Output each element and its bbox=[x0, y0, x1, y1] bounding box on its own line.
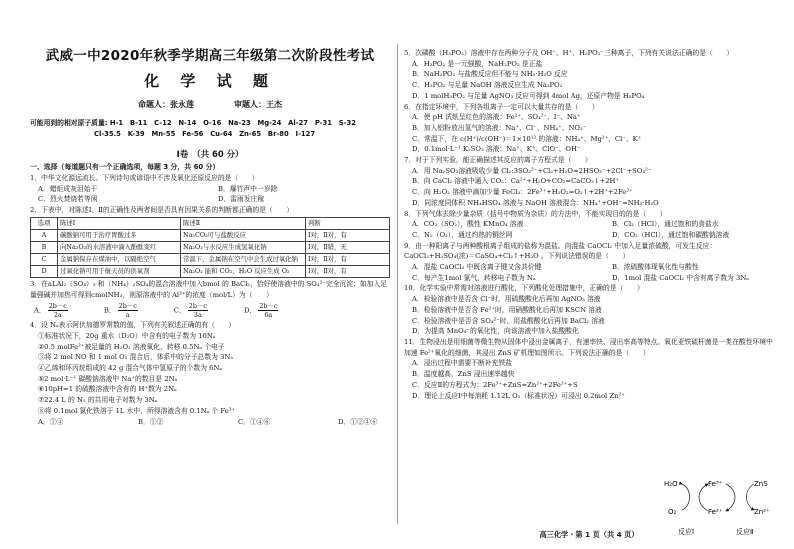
denominator: 6a bbox=[264, 310, 273, 319]
option-c: C．烈火焚烧若等闲 bbox=[38, 195, 98, 204]
table-cell: C bbox=[31, 253, 58, 265]
table-header-row bbox=[31, 217, 390, 229]
option-a: A．使 pH 试纸呈红色的溶液：Fe²⁺、SO₄²⁻、I⁻、Na⁺ bbox=[412, 113, 581, 122]
table-header: 陈述Ⅱ bbox=[181, 217, 306, 229]
table-cell: B bbox=[31, 241, 58, 253]
numerator: 2b－c bbox=[118, 301, 137, 310]
option-d bbox=[244, 302, 280, 319]
question-3 bbox=[30, 279, 390, 320]
zn2-label: Zn²⁺ bbox=[754, 508, 770, 516]
option-c: C．向 H₂O₂ 溶液中滴加少量 FeCl₃：2Fe³⁺+H₂O₂=O₂↑+2H⁺+2Fe²⁺ bbox=[412, 188, 633, 197]
question-8 bbox=[404, 209, 774, 241]
options-row bbox=[30, 184, 390, 195]
o2-label: O₂ bbox=[668, 508, 677, 516]
reviewer-label: 审题人：王杰 bbox=[234, 100, 282, 109]
option-a: A．用 Na₂SO₃溶液吸收少量 Cl₂:3SO₃²⁻+Cl₂+H₂O=2HSO₃⁻+2Cl⁻+SO₄²⁻ bbox=[412, 166, 652, 175]
fe2-label: Fe²⁺ bbox=[708, 508, 723, 516]
zns-label: ZnS bbox=[754, 480, 768, 488]
option-d: D．CO₂（HCl），通过饱和碳酸钠溶液 bbox=[612, 230, 730, 239]
option-label: C． bbox=[173, 306, 186, 315]
options-row bbox=[404, 230, 774, 241]
page-footer: 高三化学・第 1 页（共 4 页） bbox=[539, 530, 639, 539]
statement-item: ②0.5 molFe²⁺被足量的 H₂O₂ 溶液氧化，转移 0.5Nₐ 个电子 bbox=[38, 342, 225, 351]
question-11 bbox=[404, 337, 774, 401]
fraction bbox=[188, 302, 208, 319]
table-row bbox=[31, 241, 390, 253]
options-row bbox=[404, 273, 774, 284]
question-stem: 2．下表中，对陈述Ⅰ、Ⅱ的正确性及两者间是否具有因果关系的判断都正确的是（ ） bbox=[30, 206, 294, 215]
denominator: a bbox=[125, 310, 130, 319]
table-header: 选项 bbox=[31, 217, 58, 229]
table-cell: D bbox=[31, 265, 58, 277]
statement-item: ③将 2 mol NO 和 1 mol O₂ 混合后，体系中的分子总数为 3Nₐ bbox=[38, 353, 233, 362]
exam-subtitle: 化 学 试 题 bbox=[144, 72, 276, 90]
fraction bbox=[258, 302, 278, 319]
table-row bbox=[31, 265, 390, 277]
question-6 bbox=[404, 102, 774, 156]
authors bbox=[30, 99, 390, 110]
option-b: B．浓硫酸体现氧化性与酸性 bbox=[612, 263, 699, 272]
options-row bbox=[30, 417, 390, 428]
option-c: C．常温下，在 c(H⁺)/c(OH⁻)＝1×10¹² 的溶液：NH₄⁺、Mg²⁺、Cl⁻、K⁺ bbox=[412, 134, 642, 143]
option-a: A．浸出过程中需要不断补充铁盐 bbox=[412, 359, 513, 368]
fraction bbox=[118, 302, 138, 319]
table-cell: 过氧化钠可用于航天员的供氧剂 bbox=[58, 265, 181, 277]
table-cell: 常温下，金属钠在空气中会生成过氧化钠 bbox=[181, 253, 306, 265]
option-c: C．H₃PO₂ 与足量 NaOH 溶液反应生成 Na₃PO₂ bbox=[412, 81, 563, 90]
table-header: 判断 bbox=[306, 217, 390, 229]
table-cell: Ⅰ对，Ⅱ对，有 bbox=[306, 265, 390, 277]
options-row bbox=[30, 194, 390, 205]
statement-item: ⑦22.4 L 的 N₂ 的共用电子对数为 3Nₐ bbox=[38, 396, 158, 405]
question-4 bbox=[30, 320, 390, 427]
question-stem: 8．下列气体去除少量杂质（括号中物质为杂质）的方法中，不能实现目的的是（ ） bbox=[404, 209, 667, 218]
table-header: 陈述Ⅰ bbox=[58, 217, 181, 229]
option-b: B．温度越高，ZnS 浸出速率越快 bbox=[412, 370, 515, 379]
statement-item: ⑤2 mol·L⁻¹ 碳酸钠溶液中 Na⁺的数目是 2Nₐ bbox=[38, 374, 178, 383]
statement-item: ⑧将 0.1mol 氯化铁溶于 1L 水中，所得溶液含有 0.1Nₐ 个 Fe³⁺ bbox=[38, 406, 236, 415]
question-10 bbox=[404, 283, 774, 337]
option-a: A．混盐 CaOCl₂ 中既含离子键又含共价键 bbox=[412, 263, 542, 272]
table-cell: Ⅰ对，Ⅱ对，有 bbox=[306, 229, 390, 241]
options-row bbox=[404, 219, 774, 230]
option-d: D．1mol 混盐 CaOCl₂ 中含有离子数为 3Nₐ bbox=[612, 273, 749, 282]
option-d: D．雷雨发庄稼 bbox=[218, 195, 265, 204]
option-label: A． bbox=[34, 306, 46, 315]
question-stem: 4．设 Nₐ表示阿伏加德罗常数的值，下列有关叙述正确的有（ ） bbox=[30, 321, 236, 330]
option-d: D．理论上反应Ⅰ中每消耗 1.12L O₂（标准状况）可浸出 0.2mol Zn²⁺ bbox=[412, 391, 625, 400]
option-d: D．为提高 MnO₄⁻的氧化性，向该溶液中加入盐酸酸化 bbox=[412, 327, 579, 336]
author-label: 命题人：张永莲 bbox=[138, 100, 194, 109]
denominator: 2a bbox=[53, 310, 62, 319]
option-label: D． bbox=[243, 306, 257, 315]
table-cell: Na₂O₂与水反应生成氢氧化钠 bbox=[181, 241, 306, 253]
option-a: A．H₃PO₂ 是一元强酸，NaH₂PO₂ 是正盐 bbox=[412, 59, 543, 68]
table-row bbox=[31, 253, 390, 265]
fraction-options bbox=[30, 300, 390, 320]
part-heading: I卷 （共 60 分） bbox=[176, 149, 244, 159]
option-a: A．①④ bbox=[38, 417, 64, 426]
option-c: C．N₂（O₂），通过灼热的铜丝网 bbox=[412, 230, 513, 239]
reaction1-label: 反应Ⅰ bbox=[678, 528, 695, 536]
option-b: B．爆竹声中一岁除 bbox=[218, 184, 278, 193]
atomic-masses-line1: 可能用到的相对原子质量: H-1 B-11 C-12 N-14 O-16 Na-23 Mg-24 Al-27 P-31 S-32 bbox=[30, 119, 356, 127]
table-cell: Ⅰ对，Ⅱ错，无 bbox=[306, 241, 390, 253]
question-stem: 7．对于下列实验，能正确描述其反应的离子方程式是（ ） bbox=[404, 156, 592, 165]
question-1 bbox=[30, 173, 390, 205]
option-d: D．①②④⑥ bbox=[338, 417, 378, 426]
option-b: B．①② bbox=[138, 417, 164, 426]
q11-options bbox=[404, 358, 654, 390]
option-c: C．每产生1mol 氯气，转移电子数为 Nₐ bbox=[412, 273, 536, 282]
question-5 bbox=[404, 48, 774, 102]
table-cell: 碳酸钠可用于治疗胃酸过多 bbox=[58, 229, 181, 241]
column-divider bbox=[397, 44, 398, 524]
option-a bbox=[34, 302, 70, 319]
left-column bbox=[30, 44, 390, 427]
option-b: B．加入铝粉放出氢气的溶液：Na⁺、Cl⁻、NH₄⁺、NO₃⁻ bbox=[412, 123, 587, 132]
table-cell: Ⅰ对，Ⅱ对，有 bbox=[306, 253, 390, 265]
atomic-masses-line2: Cl-35.5 K-39 Mn-55 Fe-56 Cu-64 Zn-65 Br-80 I-127 bbox=[94, 130, 316, 138]
table-cell: 金属钠保存在煤油中，以隔绝空气 bbox=[58, 253, 181, 265]
table-row bbox=[31, 229, 390, 241]
question-stem: 9．由一种阳离子与两种酸根离子组成的盐称为混盐。向混盐 CaOCl₂ 中加入足量浓硫酸，可发生反应：CaOCl₂+H₂SO₄(浓)＝CaSO₄+Cl₂↑+H₂O 。下列说法错误的是（ ） bbox=[404, 241, 717, 261]
option-d: D．0.1mol·L⁻¹ K₂SO₃ 溶液：Na⁺、K⁺、ClO⁻、OH⁻ bbox=[412, 145, 581, 154]
option-c: C．反应Ⅱ的方程式为：2Fe³⁺+ZnS=Zn²⁺+2Fe²⁺+S bbox=[412, 380, 578, 389]
h2o-label: H₂O bbox=[664, 480, 678, 488]
table-cell: 向Na₂O₂的水溶液中滴入酚酞变红 bbox=[58, 241, 181, 253]
statement-item: ④乙烯和环丙烷组成的 42 g 混合气体中氢原子的个数为 6Nₐ bbox=[38, 364, 223, 373]
option-a: A．检验溶液中是否含 Cl⁻时，用硫酸酸化后再加 AgNO₃ 溶液 bbox=[412, 295, 601, 304]
question-stem: 10．化学实验中常需对溶液进行酸化，下列酸化处理措施中，正确的是（ ） bbox=[404, 284, 644, 293]
question-stem: 5．次磷酸（H₃PO₂）溶液中存在两种分子及 OH⁻、H⁺、H₂PO₂⁻三种离子，下列有关说法正确的是（ ） bbox=[404, 49, 734, 57]
reaction1-arc bbox=[682, 484, 690, 510]
exam-title: 武威一中2020年秋季学期高三年级第二次阶段性考试 bbox=[45, 48, 375, 64]
statement-item: ⑥10pH=1 的硫酸溶液中含有的 H⁺数为 2Nₐ bbox=[38, 385, 177, 394]
question-7 bbox=[404, 155, 774, 209]
numerator: 2b－c bbox=[48, 301, 67, 310]
option-b bbox=[104, 302, 140, 319]
statement-table bbox=[30, 217, 390, 278]
option-c: C．检验溶液中是否含 SO₄²⁻时，用盐酸酸化后再加 BaCl₂ 溶液 bbox=[412, 316, 605, 325]
atomic-masses bbox=[30, 118, 390, 140]
option-a: A．蜡炬成灰泪始干 bbox=[38, 184, 98, 193]
section-heading: 一、选择（每道题只有一个正确选项，每题 3 分，共 60 分） bbox=[30, 163, 220, 171]
question-stem: 1．中华文化源远流长。下列诗句或谚语中不涉及氧化还原反应的是（ ） bbox=[30, 174, 259, 182]
option-c: C．①④⑥ bbox=[238, 417, 271, 426]
denominator: 3a bbox=[193, 310, 202, 319]
numerator: 2b－c bbox=[259, 301, 278, 310]
reaction1-arrow bbox=[699, 484, 708, 511]
option-b: B．检验溶液中是否含 Fe²⁺时，用硝酸酸化后再加 KSCN 溶液 bbox=[412, 305, 602, 314]
reaction2-arrow bbox=[726, 484, 735, 511]
options-row bbox=[404, 262, 774, 273]
option-c bbox=[174, 302, 210, 319]
option-b: B．向 CaCl₂ 溶液中通入 CO₂：Ca²⁺+H₂O+CO₂=CaCO₃↓+2H⁺ bbox=[412, 177, 620, 186]
option-a: A．CO₂（SO₂），酸性 KMnO₄ 溶液 bbox=[412, 220, 524, 229]
reaction2-label: 反应Ⅱ bbox=[736, 528, 754, 536]
question-stem: 3．在aLAl₂（SO₄）₃ 和（NH₄）₂SO₄的混合溶液中加入bmol 的 BaCl₂，恰好使溶液中的 SO₄²⁻完全沉淀；如加入足量强碱并加热可得到cmolNH₃，则原溶液中的 Al³⁺的浓度（mol/L）为（ ） bbox=[30, 279, 388, 299]
question-2 bbox=[30, 205, 390, 278]
question-stem: 11．生物浸出是用细菌等微生物从固体中浸出金属离子，有速率快、浸出率高等特点。氧化亚铁硫杆菌是一类在酸性环境中加速 Fe²⁺氧化的细菌，其浸出 ZnS 矿机理如图所示。下列说法正确的是（ ） bbox=[404, 337, 773, 357]
question-stem: 6．在指定环境中，下列各组离子一定可以大量共存的是（ ） bbox=[404, 102, 599, 111]
table-cell: Na₂CO₃可与盐酸反应 bbox=[181, 229, 306, 241]
option-d: D．1 molH₃PO₂ 与足量 AgNO₃ 反应可得到 4mol Ag，还原产物是 H₃PO₄ bbox=[412, 91, 645, 100]
table-cell: A bbox=[31, 229, 58, 241]
option-b: B．NaH₂PO₂ 与盐酸反应但不能与 NH₃·H₂O 反应 bbox=[412, 70, 568, 79]
option-b: B．Cl₂（HCl），通过饱和的食盐水 bbox=[612, 220, 719, 229]
question-9 bbox=[404, 241, 774, 284]
fe3-label: Fe³⁺ bbox=[708, 480, 723, 488]
numerator: 2b－c bbox=[188, 301, 207, 310]
statement-item: ①标准状况下，20g 重水（D₂O）中含有的电子数为 10Nₐ bbox=[38, 331, 216, 340]
option-d: D．同浓度同体积 NH₄HSO₄ 溶液与 NaOH 溶液混合：NH₄⁺+OH⁻=NH₃·H₂O bbox=[412, 198, 659, 207]
fraction bbox=[48, 302, 68, 319]
table-cell: Na₂O₂ 能和 CO₂、H₂O 反应生成 O₂ bbox=[181, 265, 306, 277]
reaction2-arc bbox=[747, 484, 755, 510]
option-label: B． bbox=[103, 306, 116, 315]
